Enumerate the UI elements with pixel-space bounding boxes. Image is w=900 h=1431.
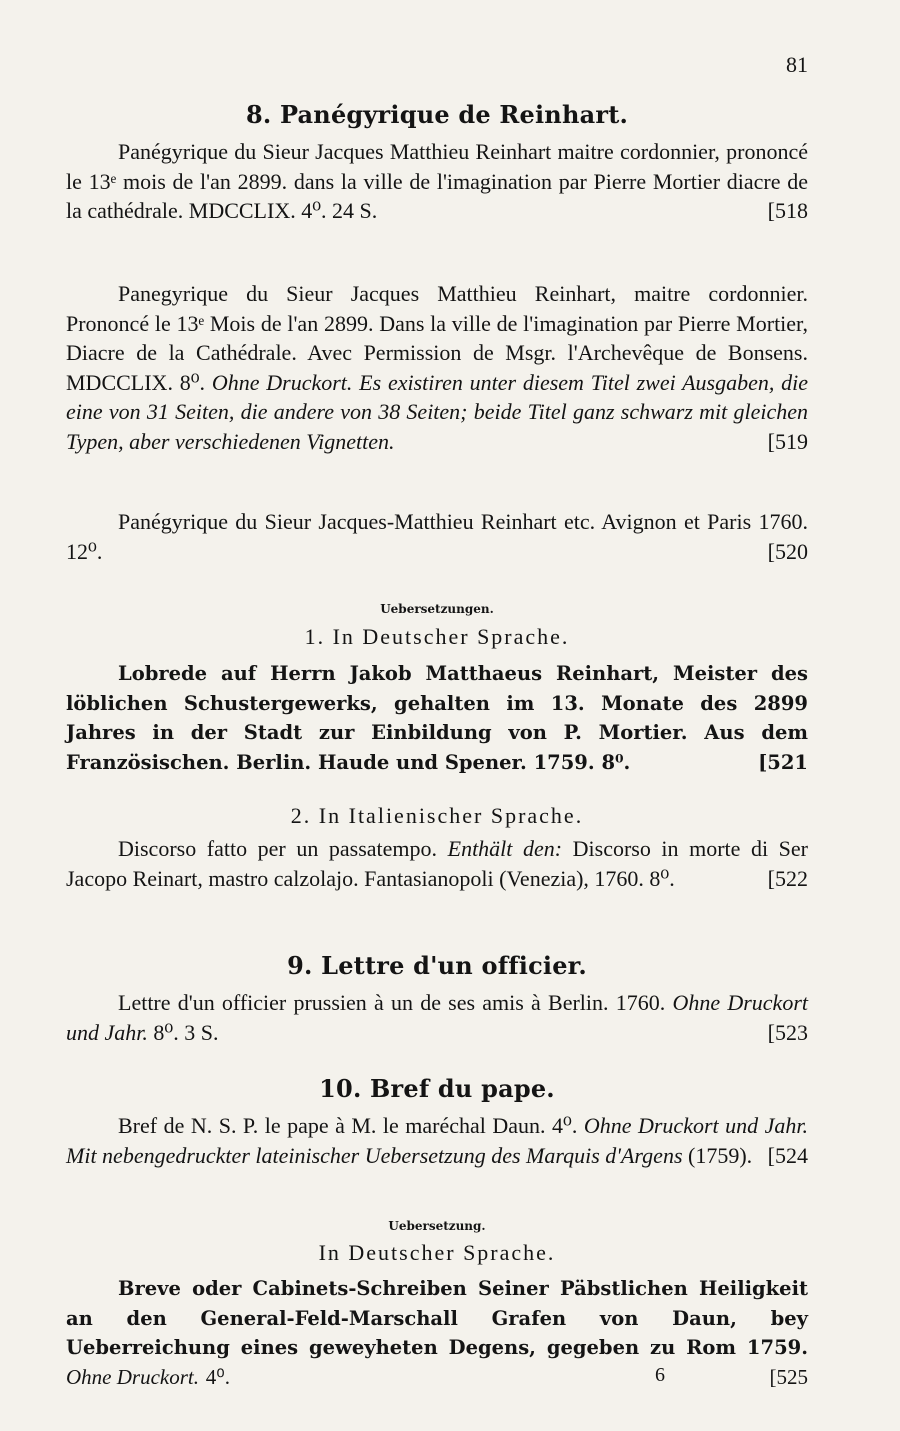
entry-text: Lobrede auf Herrn Jakob Matthaeus Reinhart, Meister des löblichen Schustergewerks, gehalten im 13. Monate des 2899 Jahres in der Stadt zur Einbildung von P. Mortier. Aus dem Französischen. Berlin. Haude und Spener. 1759. 8⁰. <box>66 662 808 774</box>
entry-text: Panégyrique du Sieur Jacques Matthieu Reinhart maitre cordonnier, prononcé le 13ᵉ mois de l'an 2899. dans la ville de l'imagination par Pierre Mortier diacre de la cathédrale. MDCCLIX. 4⁰. 24 S. <box>66 139 808 223</box>
entry-text-cont: (1759). <box>688 1142 753 1168</box>
section-heading-8: 8. Panégyrique de Reinhart. <box>245 100 629 129</box>
entry-518 <box>66 137 808 226</box>
entry-note: Ohne Druckort. <box>66 1364 199 1389</box>
language-heading-german: 1. In Deutscher Sprache. <box>304 624 570 649</box>
translations-subheading: Uebersetzungen. <box>380 602 494 616</box>
entry-number: [519 <box>767 428 808 454</box>
entry-number: [520 <box>767 538 808 564</box>
language-heading-german-2: In Deutscher Sprache. <box>318 1240 556 1265</box>
entry-number: [523 <box>767 1019 808 1045</box>
signature-mark: 6 <box>655 1364 665 1386</box>
entry-525 <box>66 1274 808 1392</box>
entry-522 <box>66 834 808 893</box>
entry-text-cont: 4⁰. <box>205 1364 230 1389</box>
entry-note: Ohne Druckort. Es existiren unter diesem Titel zwei Ausgaben, die eine von 31 Seiten, die andere von 38 Seiten; beide Titel ganz schwarz mit gleichen Typen, aber verschiedenen Vignetten. <box>66 369 808 454</box>
entry-text: Breve oder Cabinets-Schreiben Seiner Päbstlichen Heiligkeit an den General-Feld-Marschall Grafen von Daun, bey Ueberreichung eines geweyheten Degens, gegeben zu Rom 1759. <box>66 1277 808 1359</box>
entry-text-cont: Discorso in morte di Ser Jacopo Reinart, mastro calzolajo. Fantasianopoli (Venezia), 1760. 8⁰. <box>66 836 808 891</box>
entry-note: Ohne Druckort und Jahr. Mit nebengedruckter lateinischer Uebersetzung des Marquis d'Argens <box>66 1113 809 1168</box>
entry-number: [522 <box>767 865 808 891</box>
entry-521 <box>66 659 808 777</box>
entry-text: Panégyrique du Sieur Jacques-Matthieu Reinhart etc. Avignon et Paris 1760. 12⁰. <box>66 509 808 564</box>
entry-520 <box>66 507 808 566</box>
entry-text: Discorso fatto per un passatempo. <box>118 836 438 861</box>
entry-523 <box>66 988 808 1047</box>
language-heading-italian: 2. In Italienischer Sprache. <box>290 803 584 828</box>
section-heading-10: 10. Bref du pape. <box>319 1074 555 1103</box>
section-heading-9: 9. Lettre d'un officier. <box>287 951 587 980</box>
entry-text-cont: 8⁰. 3 S. <box>153 1019 219 1045</box>
page-number: 81 <box>786 52 808 77</box>
entry-524 <box>66 1111 808 1170</box>
entry-number: [518 <box>767 198 808 223</box>
entry-text: Lettre d'un officier prussien à un de ses amis à Berlin. 1760. <box>118 990 666 1015</box>
entry-519 <box>66 279 808 456</box>
entry-number: [525 <box>769 1364 808 1389</box>
translation-subheading: Uebersetzung. <box>388 1219 486 1233</box>
entry-text: Panegyrique du Sieur Jacques Matthieu Reinhart, maitre cordonnier. Prononcé le 13ᵉ Mois de l'an 2899. Dans la ville de l'imagination par Pierre Mortier, Diacre de la Cathédrale. Avec Permission de Msgr. l'Archevêque de Bonsens. MDCCLIX. 8⁰. <box>66 281 808 395</box>
entry-note: Ohne Druckort und Jahr. <box>66 990 808 1045</box>
entry-note: Enthält den: <box>447 836 563 861</box>
entry-number: [521 <box>758 750 808 774</box>
entry-number: [524 <box>767 1142 808 1168</box>
entry-text: Bref de N. S. P. le pape à M. le maréchal Daun. 4⁰. <box>118 1113 578 1138</box>
